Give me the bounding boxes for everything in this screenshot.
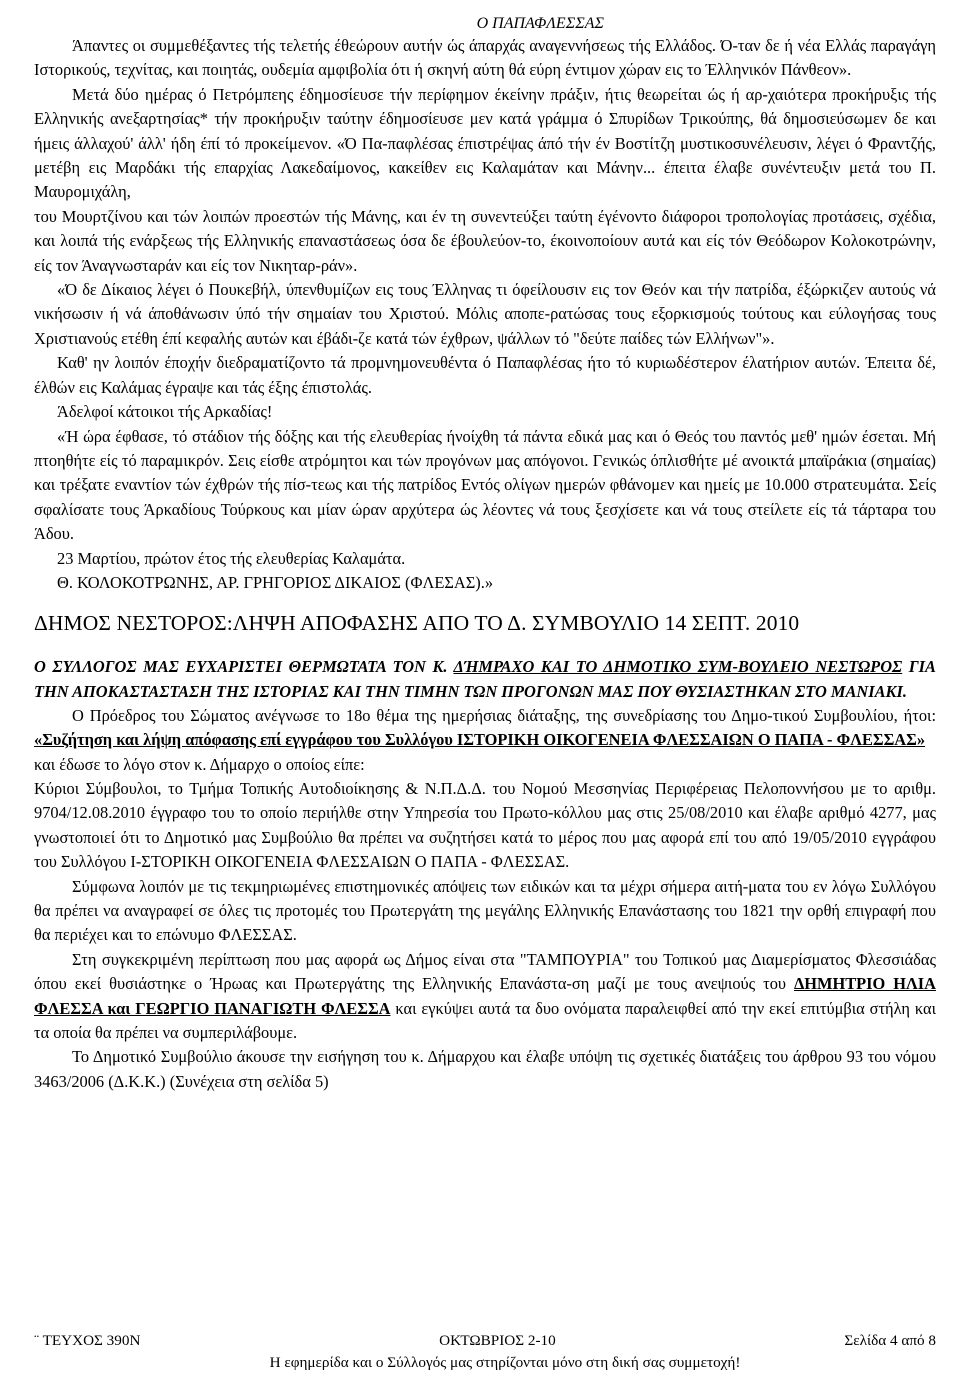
council-paragraph-5 xyxy=(34,948,936,1046)
thanks-text-end: ΓΙΑ ΤΗΝ ΑΠΟΚΑΣΤΑΣΤΑΣΗ ΤΗΣ ΙΣΤΟΡΙΑΣ ΚΑΙ ΤΗΝ ΤΙΜΗΝ ΤΩΝ ΠΡΟΓΟΝΩΝ ΜΑΣ ΠΟΥ ΘΥΣΙΑΣΤΗΚΑΝ ΣΤΟ ΜΑΝΙΑΚΙ. xyxy=(34,657,936,701)
council-paragraph-6: Το Δημοτικό Συμβούλιο άκουσε την εισήγηση του κ. Δήμαρχου και έλαβε υπόψη τις σχετικές διατάξεις του άρθρου 93 του νόμου 3463/2006 (Δ.Κ.Κ.) (Συνέχεια στη σελίδα 5) xyxy=(34,1047,936,1091)
council-paragraph-1 xyxy=(34,704,936,753)
council-paragraph-4: Σύμφωνα λοιπόν με τις τεκμηριωμένες επιστημονικές απόψεις των ειδικών και τα μέχρι σήμερα αιτή-ματα του εν λόγω Συλλόγου θα πρέπει να αναγραφεί σε όλες τις προτομές του Πρωτεργάτη της μεγάλης Ελληνικής Επανάστασης του 1821 την ορθή επιγραφή που θα περιέχει και το επώνυμο ΦΛΕΣΣΑΣ. xyxy=(34,876,936,945)
page-footer xyxy=(34,1330,936,1374)
thanks-text-start: Ο ΣΥΛΛΟΓΟΣ ΜΑΣ ΕΥΧΑΡΙΣΤΕΙ ΘΕΡΜΩΤΑΤΑ ΤΟΝ Κ. xyxy=(34,657,454,677)
paragraph-7: «Ή ώρα έφθασε, τό στάδιον τής δόξης και τής ελευθερίας ήνοίχθη τά πάντα εδικά μας και ό Θεός του παντός μεθ' ημών έσεται. Μή πτοηθήτε είς τό παραμικρόν. Σεις είσθε ατρόμητοι και τών προγόνων μας απόγονοι. Γενικώς όπλισθήτε μέ ανοικτά μπαϊράκια (σημαίας) και τρέξατε εναντίον τών έχθρών τής πίσ-τεως και τής πατρίδος Εντός ολίγων ημερών φθάνομεν και ημείς με 10.000 στρατευμάτα. Σείς σφαλίσατε τους Άρκαδίους Τούρκους και μίαν ώραν αρχύτερα ώς λέοντες νά τους ξεσχίσετε και νά τους στείλετε είς τά τάρταρα του Άδου. xyxy=(34,426,936,544)
paragraph-3: του Μουρτζίνου και τών λοιπών προεστών τής Μάνης, και έν τη συνεντεύξει ταύτη έγένοντο διάφοροι τροπολογίας προτάσεις, σχέδια, και λοιπά τής ενάρξεως τής Ελληνικής επαναστάσεως όσα δε έβουλεύον-το, έκοινοποίουν αυτά και είς τόν Θεόδωρον Κολοκοτρώνην, είς τον Άναγνωσταράν και είς τον Νικηταρ-ράν». xyxy=(34,206,936,275)
paragraph-5: Καθ' ην λοιπόν έποχήν διεδραματίζοντο τά προμνημονευθέντα ό Παπαφλέσας ήτο τό κυριωδέστερον έλατήριον αυτών. Έπειτα δέ, έλθών εις Καλάμας έγραψε και τάς έξης έπιστολάς. xyxy=(34,353,936,397)
paragraph-6: Άδελφοί κάτοικοι τής Αρκαδίας! xyxy=(57,402,273,422)
footer-note: Η εφημερίδα και ο Σύλλογός μας στηρίζονται μόνο στη δική σας συμμετοχή! xyxy=(269,1354,741,1371)
footer-date: ΟΚΤΩΒΡΙΟΣ 2-10 xyxy=(439,1332,556,1349)
council-names: ΔΗΜΗΤΡΙΟ ΗΛΙΑ ΦΛΕΣΣΑ και ΓΕΩΡΓΙΟ ΠΑΝΑΓΙΩΤΗ ΦΛΕΣΣΑ xyxy=(34,974,936,1018)
running-head: Ο ΠΑΠΑΦΛΕΣΣΑΣ xyxy=(476,15,604,32)
footer-page-number: Σελίδα 4 από 8 xyxy=(844,1332,936,1349)
footer-issue: ¨ ΤΕΥΧΟΣ 390Ν xyxy=(34,1332,141,1349)
council-text: Ο Πρόεδρος του Σώματος ανέγνωσε το 18ο θέμα της ημερήσιας διάταξης, της συνεδρίασης του Δημο-τικού Συμβουλίου, ήτοι: xyxy=(72,705,936,725)
council-text-b: και εγκύψει αυτά τα δυο ονόματα παραλειφθεί από την εκεί επιτύμβια στήλη και τα οποία θα πρέπει να συμπεριλάβουμε. xyxy=(34,998,936,1043)
council-paragraph-2: και έδωσε το λόγο στον κ. Δήμαρχο ο οποίος είπε: xyxy=(34,754,365,774)
paragraph-4: «Ό δε Δίκαιος λέγει ό Πουκεβήλ, ύπενθυμίζων εις τους Έλληνας τι όφείλουσιν εις τον Θεόν και τήν πατρίδα, έξώρκιζεν αυτούς νά νικήσωσιν ή νά άποθάνωσιν ύπό τήν σημαίαν του Χριστού. Μόλις αποπε-ρατώσας τους εξορκισμούς τούτους και εύλογήσας τους Χριστιανούς ετέθη έπί κεφαλής αυτών και έβάδι-ζε κατά τών έχθρων, ψάλλων τό "δεύτε παίδες τών Ελλήνων"». xyxy=(34,280,936,348)
page-body xyxy=(34,14,936,1094)
section-heading: ΔΗΜΟΣ ΝΕΣΤΟΡΟΣ:ΛΗΨΗ ΑΠΟΦΑΣΗΣ ΑΠΟ ΤΟ Δ. ΣΥΜΒΟΥΛΙΟ 14 ΣΕΠΤ. 2010 xyxy=(34,611,800,636)
paragraph-1: Άπαντες οι συμμεθέξαντες τής τελετής έθεώρουν αυτήν ώς άπαρχάς αναγεννήσεως τής Ελλάδος. Ό-ταν δε ή νέα Ελλάς παραγάγη Ιστορικούς, τεχνίτας, και ποιητάς, ουδεμία αμφιβολία ότι ή σκηνή αύτη θά εύρη έντιμον χώραν εις το Έλληνικόν Πάνθεον». xyxy=(34,36,936,80)
thanks-text-underlined: ΔΉΜΡΑΧΟ ΚΑΙ ΤΟ ΔΗΜΟΤΙΚΟ ΣΥΜ-ΒΟΥΛΕΙΟ ΝΕΣΤΩΡΟΣ xyxy=(453,657,903,677)
paragraph-8: 23 Μαρτίου, πρώτον έτος τής ελευθερίας Καλαμάτα. xyxy=(57,548,406,568)
paragraph-2: Μετά δύο ημέρας ό Πετρόμπεης έδημοσίευσε τήν περίφημον έκείνην πράξιν, ήτις θεωρείται ώς ή αρ-χαιότερα προκήρυξις τής Ελληνικής ανεξαρτησίας* τήν προκήρυξιν ταύτην έδημοσίευσε μεν κατά γράμμα ό Σπυρίδων Τρικούπης, θά δημοσιεύσωμεν δε και ήμεις άλλαχού' άλλ' ήδη έπί τό προκείμενον. «Ό Πα-παφλέσας έπιστρέψας άπό τήν έν Βοστίτζη μυστικοσυνέλευσιν, λέγει ό Φραντζής, μετέβη εις Μαρδάκι τής επαρχίας Λακεδαίμονος, κακείθεν εις Καλαμάταν και Μάνην... έπειτα έλαβε συνέντευξιν μετά του Π. Μαυρομιχάλη, xyxy=(34,84,936,202)
council-text-a: Στη συγκεκριμένη περίπτωση που μας αφορά ως Δήμος είναι στα "ΤΑΜΠΟΥΡΙΑ" του Τοπικού μας Διαμερίσματος Φλεσσιάδας όπου εκεί θυσιάστηκε ο Ήρωας και Πρωτεργάτης της Ελληνικής Επανάστα-ση μαζί με τους ανεψιούς του xyxy=(34,949,936,994)
paragraph-9: Θ. ΚΟΛΟΚΟΤΡΩΝΗΣ, ΑΡ. ΓΡΗΓΟΡΙΟΣ ΔΙΚΑΙΟΣ (ΦΛΕΣΑΣ).» xyxy=(57,572,494,592)
council-paragraph-3: Κύριοι Σύμβουλοι, το Τμήμα Τοπικής Αυτοδιοίκησης & Ν.Π.Δ.Δ. του Νομού Μεσσηνίας Περιφέρειας Πελοποννήσου με το αριθμ. 9704/12.08.2010 έγγραφο του το οποίο περιήλθε στην Υπηρεσία του Πρωτο-κόλλου μας στις 25/08/2010 και έλαβε αριθμό 4277, μας γνωστοποιεί ότι το Δημοτικό μας Συμβούλιο θα πρέπει να συζητήσει κατά το μέρος που μας αφορά επί του από 19/05/2010 εγγράφου του Συλλόγου Ι-ΣΤΟΡΙΚΗ ΟΙΚΟΓΕΝΕΙΑ ΦΛΕΣΣΑΙΩΝ Ο ΠΑΠΑ - ΦΛΕΣΣΑΣ. xyxy=(34,778,936,872)
thanks-notice xyxy=(34,655,936,703)
council-topic: «Συζήτηση και λήψη απόφασης επί εγγράφου του Συλλόγου ΙΣΤΟΡΙΚΗ ΟΙΚΟΓΕΝΕΙΑ ΦΛΕΣΣΑΙΩΝ Ο ΠΑΠΑ - ΦΛΕΣΣΑΣ» xyxy=(34,730,926,750)
footer-row xyxy=(34,1330,936,1352)
